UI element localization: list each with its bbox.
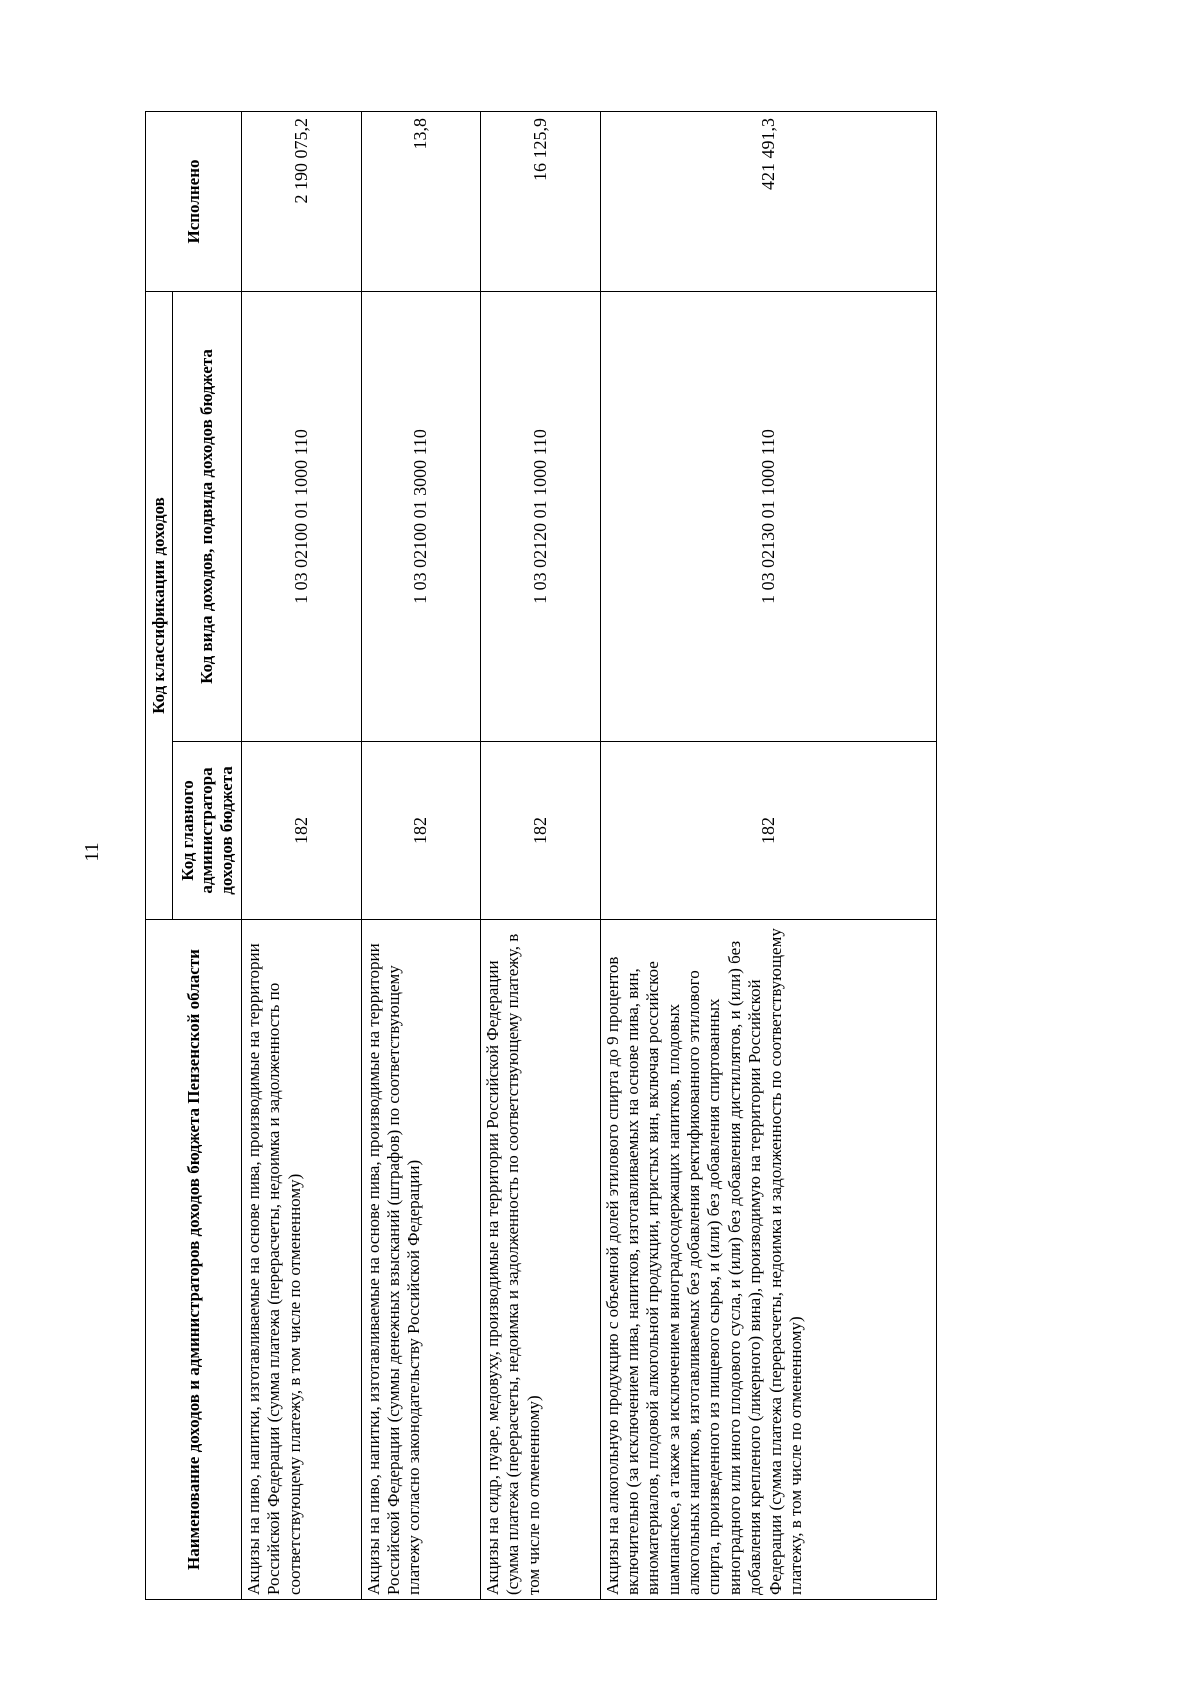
- table-row: [361, 112, 481, 1600]
- table-row: [242, 112, 362, 1600]
- table-row: [600, 112, 937, 1600]
- row-executed: 13,8: [361, 112, 481, 292]
- row-executed: 16 125,9: [481, 112, 601, 292]
- row-executed: 421 491,3: [600, 112, 937, 292]
- row-income-code: 1 03 02100 01 3000 110: [361, 292, 481, 742]
- row-name: Акцизы на алкогольную продукцию с объемной долей этилового спирта до 9 процентов включительно (за исключением пива, напитков, изготавливаемых на основе пива, вин, виноматериалов, плодовой алкогольной продукции, игристых вин, включая российское шампанское, а также за исключением виноградосодержащих напитков, плодовых алкогольных напитков, изготавливаемых без добавления ректификованного этилового спирта, произведенного из пищевого сырья, и (или) без добавления спиртованных виноградного или иного плодового сусла, и (или) без добавления дистиллятов, и (или) без добавления крепленого (ликерного) вина), производимую на территории Российской Федерации (сумма платежа (перерасчеты, недоимка и задолженность по соответствующему платежу, в том числе по отмененному): [600, 920, 937, 1600]
- header-income-type-code: Код вида доходов, подвида доходов бюджета: [173, 292, 242, 742]
- row-admin-code: 182: [481, 742, 601, 920]
- row-name: Акцизы на пиво, напитки, изготавливаемые на основе пива, производимые на территории Российской Федерации (сумма платежа (перерасчеты, недоимка и задолженность по соответствующему платежу, в том числе по отмененному): [242, 920, 362, 1600]
- revenue-table-container: [145, 112, 937, 1600]
- table-row: [481, 112, 601, 1600]
- row-executed: 2 190 075,2: [242, 112, 362, 292]
- row-name: Акцизы на пиво, напитки, изготавливаемые на основе пива, производимые на территории Российской Федерации (суммы денежных взысканий (штрафов) по соответствующему платежу согласно законодательству Российской Федерации): [361, 920, 481, 1600]
- header-classification-group: Код классификации доходов: [146, 292, 173, 920]
- row-name: Акцизы на сидр, пуаре, медовуху, производимые на территории Российской Федерации (сумма платежа (перерасчеты, недоимка и задолженность по соответствующему платежу, в том числе по отмененному): [481, 920, 601, 1600]
- page-number: 11: [81, 842, 103, 862]
- row-income-code: 1 03 02120 01 1000 110: [481, 292, 601, 742]
- row-admin-code: 182: [600, 742, 937, 920]
- row-admin-code: 182: [361, 742, 481, 920]
- header-name: Наименование доходов и администраторов доходов бюджета Пензенской области: [146, 920, 242, 1600]
- row-admin-code: 182: [242, 742, 362, 920]
- row-income-code: 1 03 02130 01 1000 110: [600, 292, 937, 742]
- header-admin-code: Код главного администратора доходов бюджета: [173, 742, 242, 920]
- revenue-table: [145, 111, 937, 1600]
- row-income-code: 1 03 02100 01 1000 110: [242, 292, 362, 742]
- header-executed: Исполнено: [146, 112, 242, 292]
